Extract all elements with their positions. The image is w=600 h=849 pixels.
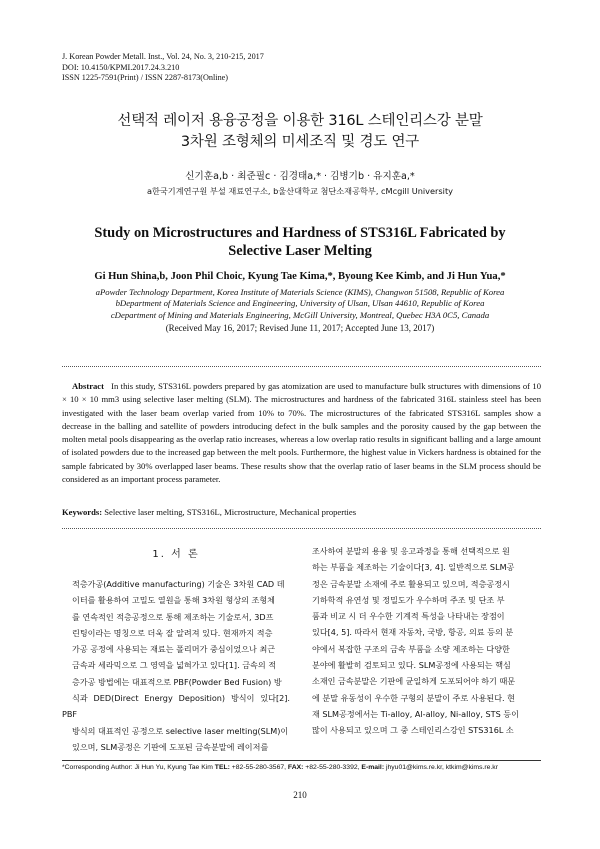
- korean-title: 선택적 레이저 용융공정을 이용한 316L 스테인리스강 분말 3차원 조형체의 미세조직 및 경도 연구: [117, 113, 483, 150]
- issn: ISSN 1225-7591(Print) / ISSN 2287-8173(Online): [62, 73, 229, 83]
- korean-affiliations: a한국기계연구원 부설 재료연구소, b울산대학교 첨단소재공학부, cMcgill University: [146, 186, 454, 196]
- korean-authors: 신기훈a,b · 최준필c · 김경태a,* · 김병기b · 유지훈a,*: [185, 171, 415, 182]
- footnote-divider: [62, 760, 541, 761]
- abstract-label: Abstract: [72, 381, 104, 391]
- keywords: [62, 506, 541, 518]
- body-column-right: 조사하여 분말의 용융 및 응고과정을 통해 선택적으로 원 하는 부품을 제조하는 기술이다[3, 4]. 일반적으로 SLM공 정은 금속분말 소재에 주로 활용되고 있으며, 적층공정시 기하학적 유연성 및 정밀도가 우수하며 주조 및 단조 부 품과 비교 시 더 우수한 기계적 특성을 나타내는 장점이 있다[4, 5]. 따라서 현재 자동차, 국방, 항공, 의료 등의 분 야에서 복잡한 구조의 금속 부품을 소량 제조하는 다양한 분야에 활발히 검토되고 있다. SLM공정에 사용되는 핵심 소재인 금속분말은 기판에 균일하게 도포되어야 하기 때문 에 분말 유동성이 우수한 구형의 분말이 주로 사용된다. 현 재 SLM공정에서는 Ti-alloy, Al-alloy, Ni-alloy, STS 등이 많이 사용되고 있으며 그 중 스테인리스강인 STS316L 소: [312, 546, 519, 736]
- affiliation-c: cDepartment of Mining and Materials Engineering, McGill University, Montreal, Quebec H3A 0C5, Canada: [110, 309, 490, 320]
- email-link[interactable]: jhyu01@kims.re.kr, ktkim@kims.re.kr: [385, 764, 498, 771]
- received-dates: (Received May 16, 2017; Revised June 11, 2017; Accepted June 13, 2017): [165, 323, 435, 333]
- journal-citation: J. Korean Powder Metall. Inst., Vol. 24, No. 3, 210-215, 2017: [62, 52, 264, 61]
- journal-header: [62, 52, 264, 84]
- english-authors: Gi Hun Shina,b, Joon Phil Choic, Kyung Tae Kima,*, Byoung Kee Kimb, and Ji Hun Yua,*: [94, 271, 506, 282]
- section-heading: 1. 서 론: [152, 549, 200, 560]
- english-title: Study on Microstructures and Hardness of STS316L Fabricated by Selective Laser Melting: [94, 225, 506, 259]
- abstract: [62, 380, 541, 486]
- abstract-text: In this study, STS316L powders prepared by gas atomization are used to manufacture bulk structures with dimensions of 10 × 10 × 10 mm3 using selective laser melting (SLM). The microstructures and hardness of the fabricated 316L stainless steel has been investigated with the laser beam overlap varied from 10% to 70%. The microstructures of the fabricated STS316L samples show a decrease in the balling and satellite of powders introducing defect in the bulk samples and the porosity caused by the gap between the molten metal pools disappearing as the overlap ratio increases, whereas a low overlap ratio results in significant balling and a large amount of isolated powders due to the increased gap between the melt pools. Furthermore, the highest value in Vickers hardness is obtained for the sample fabricated by 30% overlapped laser beams. These results show that the overlap ratio of laser beams in the SLM process should be considered as an important process parameter.: [62, 381, 541, 485]
- body-column-left: 적층가공(Additive manufacturing) 기술은 3차원 CAD 데 이터를 활용하여 고밀도 열원을 통해 3차원 형상의 조형체 를 연속적인 적층공정으로 통해 제조하는 기술로서, 3D프 린팅이라는 명칭으로 더욱 잘 알려져 있다. 현재까지 적층 가공 공정에 사용되는 재료는 폴리머가 중심이었으나 최근 금속과 세라믹으로 그 영역을 넓혀가고 있다[1]. 금속의 적 층가공 방법에는 대표적으로 PBF(Powder Bed Fusion) 방 식과 DED(Direct Energy Deposition) 방식이 있다[2]. PBF 방식의 대표적인 공정으로 selective laser melting(SLM)이 있으며, SLM공정은 기판에 도포된 금속분말에 레이저를: [62, 579, 290, 752]
- affiliation-b: bDepartment of Materials Science and Engineering, University of Ulsan, Ulsan 44610, Republic of Korea: [115, 298, 485, 309]
- divider: [62, 528, 541, 529]
- corresponding-author-footnote: *Corresponding Author: Ji Hun Yu, Kyung Tae Kim TEL: +82-55-280-3567, FAX: +82-55-280-3392, E-mail: jhyu01@kims.re.kr, ktkim@kims.re.kr: [62, 764, 498, 771]
- affiliation-a: aPowder Technology Department, Korea Institute of Materials Science (KIMS), Changwon 51508, Republic of Korea: [95, 287, 505, 297]
- english-affiliations: [0, 287, 600, 321]
- keywords-text: Selective laser melting, STS316L, Microstructure, Mechanical properties: [104, 507, 357, 517]
- divider: [62, 366, 541, 367]
- page-number: 210: [293, 790, 307, 800]
- keywords-label: Keywords:: [62, 507, 103, 517]
- doi: DOI: 10.4150/KPMI.2017.24.3.210: [62, 62, 180, 72]
